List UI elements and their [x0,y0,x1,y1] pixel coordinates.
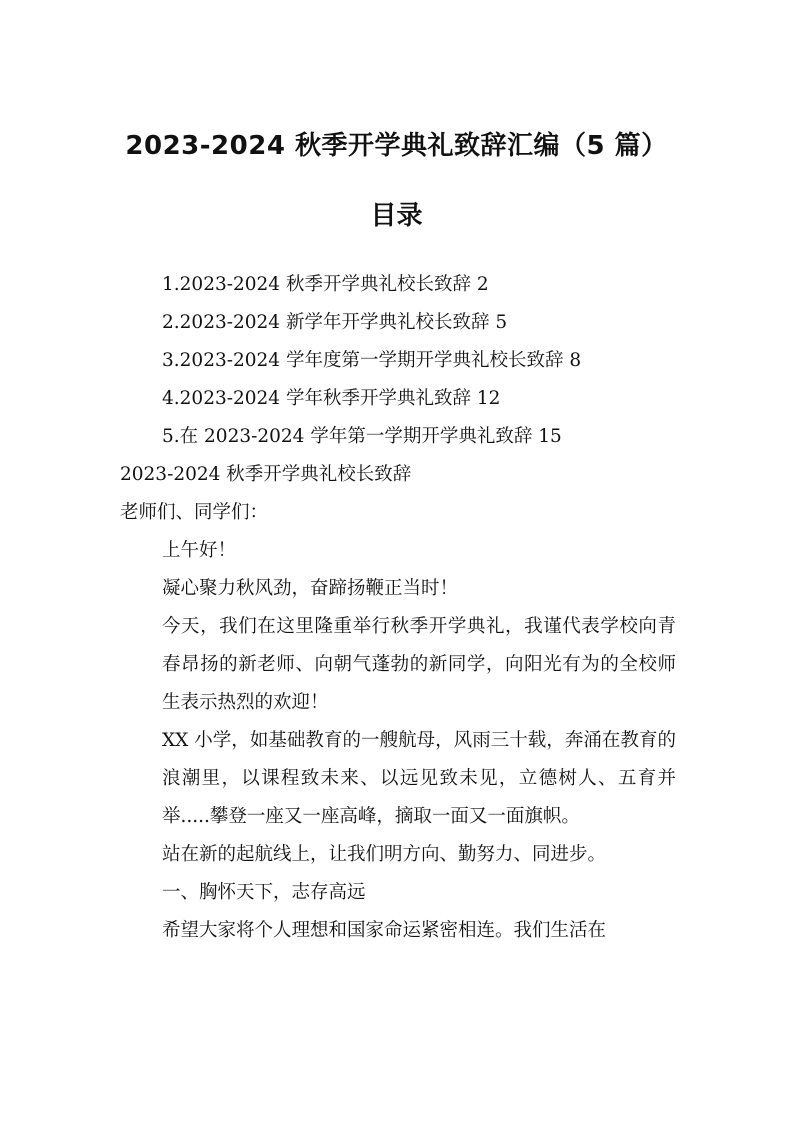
toc-item[interactable]: 1.2023-2024 秋季开学典礼校长致辞 2 [162,274,489,295]
paragraph: 希望大家将个人理想和国家命运紧密相连。我们生活在 [162,920,607,941]
greeting: 上午好！ [162,540,237,561]
section-title: 2023-2024 秋季开学典礼校长致辞 [120,464,412,485]
document-title: 2023-2024 秋季开学典礼致辞汇编（5 篇） [125,131,668,161]
paragraph: 站在新的起航线上，让我们明方向、勤努力、同进步。 [162,844,607,865]
paragraph: XX 小学，如基础教育的一艘航母，风雨三十载，奔涌在教育的浪潮里，以课程致未来、以远见致未见，立德树人、五育并举.....攀登一座又一座高峰，摘取一面又一面旗帜。 [162,730,676,827]
toc-item[interactable]: 2.2023-2024 新学年开学典礼校长致辞 5 [162,312,508,333]
salutation: 老师们、同学们： [120,502,269,523]
section-heading: 一、胸怀天下，志存高远 [162,882,366,903]
paragraph: 今天，我们在这里隆重举行秋季开学典礼，我谨代表学校向青春昂扬的新老师、向朝气蓬勃的新同学，向阳光有为的全校师生表示热烈的欢迎！ [162,616,676,713]
document-body [120,266,676,950]
toc-item[interactable]: 5.在 2023-2024 学年第一学期开学典礼致辞 15 [162,426,562,447]
toc-item[interactable]: 3.2023-2024 学年度第一学期开学典礼校长致辞 8 [162,350,582,371]
toc-heading: 目录 [370,201,423,231]
toc-item[interactable]: 4.2023-2024 学年秋季开学典礼致辞 12 [162,388,501,409]
motto: 凝心聚力秋风劲，奋蹄扬鞭正当时！ [162,578,459,599]
